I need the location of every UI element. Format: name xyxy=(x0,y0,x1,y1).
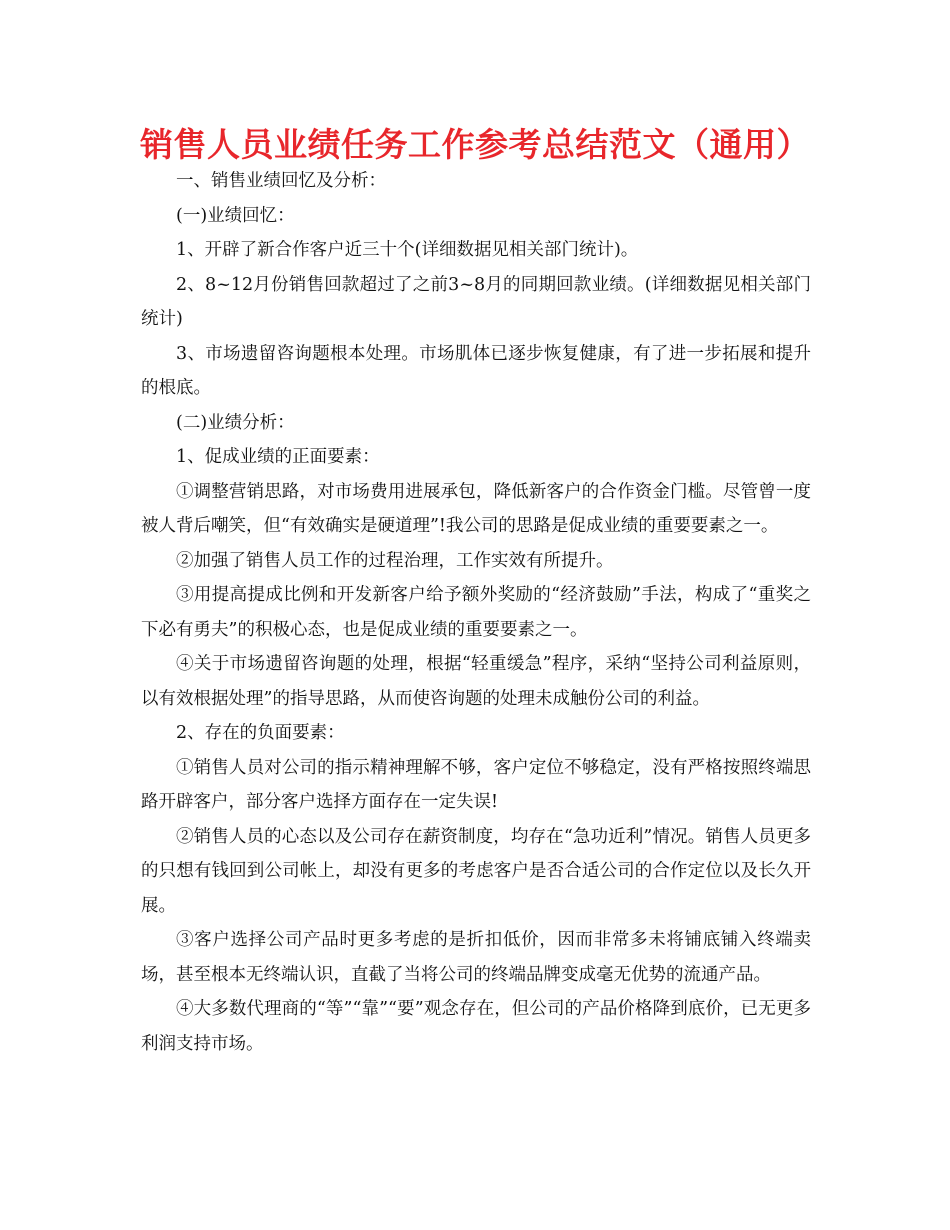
paragraph: ②加强了销售人员工作的过程治理，工作实效有所提升。 xyxy=(176,550,614,571)
list-heading-positive: 1、促成业绩的正面要素： xyxy=(176,447,380,467)
subsection-heading-analysis: (二)业绩分析： xyxy=(176,412,295,433)
subsection-heading-review: (一)业绩回忆： xyxy=(176,205,295,226)
paragraph: ①销售人员对公司的指示精神理解不够，客户定位不够稳定，没有严格按照终端思路开辟客户，部分客户选择方面存在一定失误! xyxy=(141,757,811,812)
paragraph: 2、8~12月份销售回款超过了之前3~8月的同期回款业绩。(详细数据见相关部门统计) xyxy=(141,274,811,329)
paragraph: ②销售人员的心态以及公司存在薪资制度，均存在“急功近利”情况。销售人员更多的只想有钱回到公司帐上，却没有更多的考虑客户是否合适公司的合作定位以及长久开展。 xyxy=(141,826,811,916)
paragraph: 3、市场遗留咨询题根本处理。市场肌体已逐步恢复健康，有了进一步拓展和提升的根底。 xyxy=(141,343,811,398)
list-heading-negative: 2、存在的负面要素： xyxy=(176,723,345,743)
document-body xyxy=(141,164,811,1061)
section-heading-1: 一、销售业绩回忆及分析： xyxy=(176,171,386,191)
paragraph: 1、开辟了新合作客户近三十个(详细数据见相关部门统计)。 xyxy=(176,240,639,260)
paragraph: ③客户选择公司产品时更多考虑的是折扣低价，因而非常多未将铺底铺入终端卖场，甚至根本无终端认识，直截了当将公司的终端品牌变成毫无优势的流通产品。 xyxy=(141,930,811,985)
paragraph: ④关于市场遗留咨询题的处理，根据“轻重缓急”程序，采纳“坚持公司利益原则，以有效根据处理”的指导思路，从而使咨询题的处理未成触份公司的利益。 xyxy=(141,654,811,709)
paragraph: ④大多数代理商的“等”“靠”“要”观念存在，但公司的产品价格降到底价，已无更多利润支持市场。 xyxy=(141,999,811,1054)
paragraph: ③用提高提成比例和开发新客户给予额外奖励的“经济鼓励”手法，构成了“重奖之下必有勇夫”的积极心态，也是促成业绩的重要要素之一。 xyxy=(141,585,811,640)
document-title: 销售人员业绩任务工作参考总结范文（通用） xyxy=(140,125,810,164)
paragraph: ①调整营销思路，对市场费用进展承包，降低新客户的合作资金门槛。尽管曾一度被人背后嘲笑，但“有效确实是硬道理”!我公司的思路是促成业绩的重要要素之一。 xyxy=(141,481,811,536)
